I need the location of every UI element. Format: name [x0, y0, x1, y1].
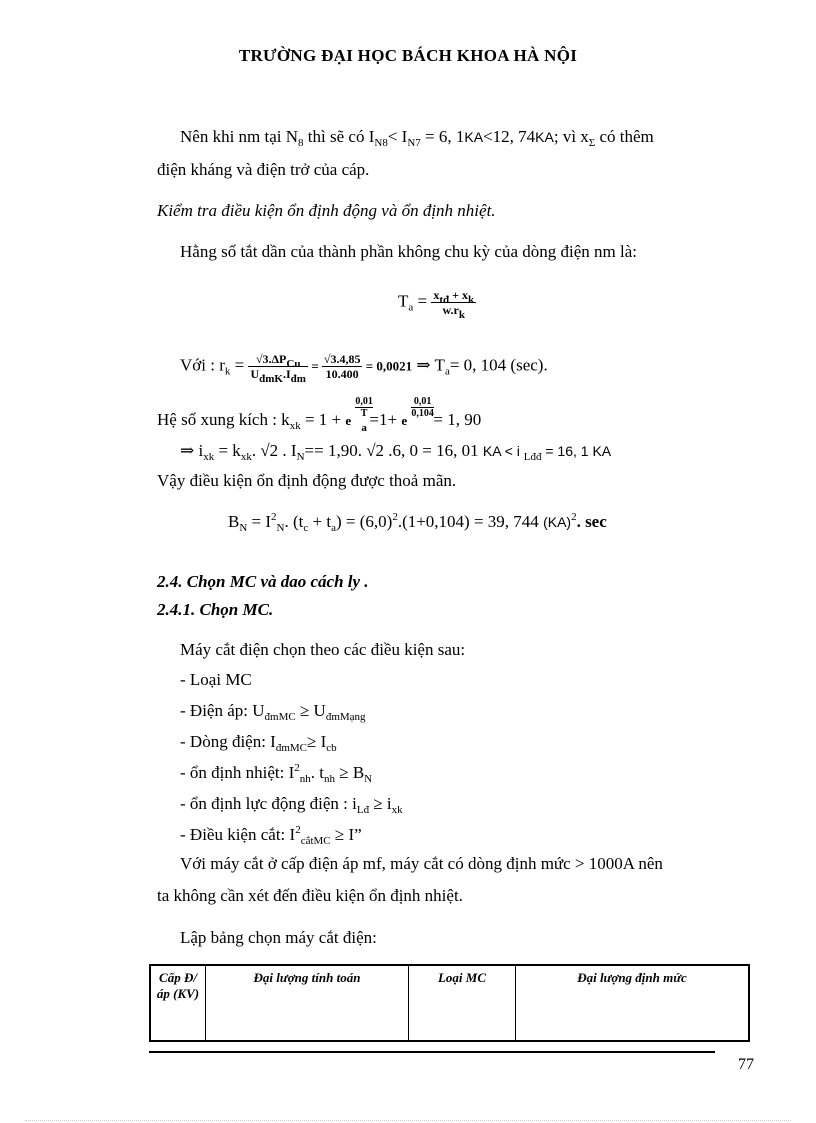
paragraph-conditions-intro: Máy cắt điện chọn theo các điều kiện sau: [180, 640, 466, 659]
table-header-rated: Đại lượng định mức [516, 965, 750, 1041]
condition-breaking: - Điều kiện cắt: $I^2_{cắtMC} \ge I$” [180, 824, 362, 847]
breaker-selection-table [149, 964, 750, 1042]
page-edge-divider [25, 1120, 791, 1121]
paragraph-no-thermal-check: ta không cần xét đến điều kiện ổn định nhiệt. [157, 886, 463, 905]
formula-ixk: ⇒ $i_{xk} = k_{xk}$. √2 . $I_N== 1,90$. √2 .6, 0 = 16, 01 KA < i $_{Lđđ}$ = 16, 1 KA [180, 441, 612, 463]
formula-rk: Với : $r_k$ = $\frac{√3.\Delta P_{Cu}}{U_{đmK}.I_{đm}}$ = $\frac{√3.4,85}{10.400}$ = 0,0021 ⇒ $T_a= 0$, 104 (sec). [180, 352, 548, 385]
paragraph-table-intro: Lập bảng chọn máy cắt điện: [180, 928, 377, 947]
condition-dynamic: - ổn định lực động điện : $i_{Lđ} \ge i_{xk}$ [180, 794, 403, 816]
footer-divider [149, 1051, 715, 1053]
page-number: 77 [738, 1056, 754, 1073]
table-header-row [150, 965, 749, 1041]
table-header-breaker-type: Loại MC [409, 965, 516, 1041]
paragraph-current-comparison: Nên khi nm tại $N_8$ thì sẽ có $I_{N8}< I_{N7} = 6$, 1KA<12, 74KA; vì $x_\Sigma$ có thêm [180, 127, 654, 149]
paragraph-dynamic-ok: Vậy điều kiện ổn định động được thoả mãn. [157, 471, 457, 490]
condition-type: - Loại MC [180, 670, 252, 689]
table-header-voltage: Cấp Đ/ áp (KV) [150, 965, 206, 1041]
formula-kxk: Hệ số xung kích : $k_{xk} = 1 + e$ 0,01 T $_a$ =1+ e 0,01 0,104 = 1, 90 [157, 396, 482, 434]
section-heading-2-4-1: 2.4.1. Chọn MC. [157, 600, 274, 619]
condition-thermal: - ổn định nhiệt: $I^2_{nh}$. $t_{nh} \ge B_N$ [180, 762, 373, 785]
condition-current: - Dòng điện: $I_{đmMC}\ge I_{cb}$ [180, 732, 337, 754]
paragraph-time-constant: Hằng số tắt dần của thành phần không chu kỳ của dòng điện nm là: [180, 242, 637, 261]
condition-voltage: - Điện áp: $U_{đmMC} \ge U_{đmMạng}$ [180, 701, 366, 723]
formula-ta: $T_a$ = $\frac{x_{tđ} + x_k}{w.r_k}$ [398, 288, 475, 321]
paragraph-continuation: điện kháng và điện trở của cáp. [157, 160, 370, 179]
section-check-stability: Kiểm tra điều kiện ổn định động và ổn định nhiệt. [157, 201, 496, 220]
table-header-calculated: Đại lượng tính toán [206, 965, 409, 1041]
formula-bn: $B_N = I^2_N$. $(t_c + t_a) = (6,0)^2.(1+0,104) = 39$, 744 (KA)$^2$. sec [228, 511, 607, 534]
page-header: TRƯỜNG ĐẠI HỌC BÁCH KHOA HÀ NỘI [238, 46, 578, 65]
section-heading-2-4: 2.4. Chọn MC và dao cách ly . [157, 572, 369, 591]
paragraph-mf-voltage: Với máy cắt ở cấp điện áp mf, máy cắt có dòng định mức > 1000A nên [180, 854, 663, 873]
